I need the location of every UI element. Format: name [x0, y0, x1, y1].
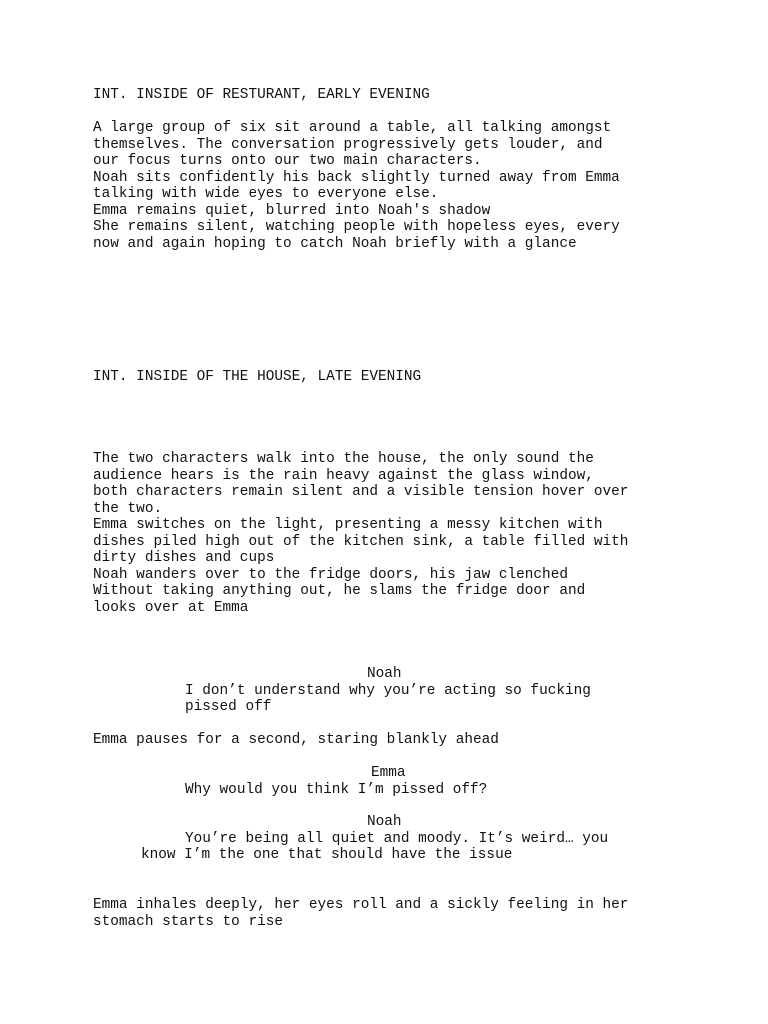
action-line: Emma remains quiet, blurred into Noah's shadow [93, 202, 491, 219]
scene-heading: INT. INSIDE OF RESTURANT, EARLY EVENING [93, 87, 430, 103]
action-line: She remains silent, watching people with hopeless eyes, every [93, 219, 620, 235]
action-line: looks over at Emma [93, 599, 249, 616]
action-line: Noah sits confidently his back slightly turned away from Emma [93, 169, 620, 186]
dialogue-line: pissed off [185, 699, 272, 715]
action-line: Emma switches on the light, presenting a messy kitchen with [93, 517, 603, 533]
character-name: Emma [371, 765, 406, 781]
scene-heading: INT. INSIDE OF THE HOUSE, LATE EVENING [93, 369, 422, 385]
action-line: now and again hoping to catch Noah briefly with a glance [93, 235, 577, 252]
action-line: themselves. The conversation progressively gets louder, and [93, 136, 603, 153]
dialogue-line: Why would you think I’m pissed off? [185, 781, 488, 798]
character-name: Noah [367, 666, 402, 682]
action-line: talking with wide eyes to everyone else. [93, 186, 439, 202]
action-line: The two characters walk into the house, the only sound the [93, 451, 594, 467]
action-line: Without taking anything out, he slams the fridge door and [93, 583, 586, 599]
dialogue-line: I don’t understand why you’re acting so fucking [185, 682, 591, 699]
action-line: A large group of six sit around a table, all talking amongst [93, 120, 612, 136]
action-line: audience hears is the rain heavy against the glass window, [93, 467, 594, 484]
action-line: Emma inhales deeply, her eyes roll and a sickly feeling in her [93, 897, 629, 913]
character-name: Noah [367, 814, 402, 830]
action-line: dishes piled high out of the kitchen sink, a table filled with [93, 533, 629, 550]
action-line: stomach starts to rise [93, 913, 283, 930]
action-line: Noah wanders over to the fridge doors, his jaw clenched [93, 566, 568, 583]
action-line: the two. [93, 500, 163, 517]
dialogue-line: know I’m the one that should have the issue [141, 847, 513, 863]
dialogue-line: You’re being all quiet and moody. It’s weird… you [185, 830, 609, 847]
action-line: Emma pauses for a second, staring blankly ahead [93, 732, 499, 748]
action-line: dirty dishes and cups [93, 550, 275, 566]
action-line: our focus turns onto our two main characters. [93, 153, 482, 169]
action-line: both characters remain silent and a visible tension hover over [93, 484, 629, 500]
